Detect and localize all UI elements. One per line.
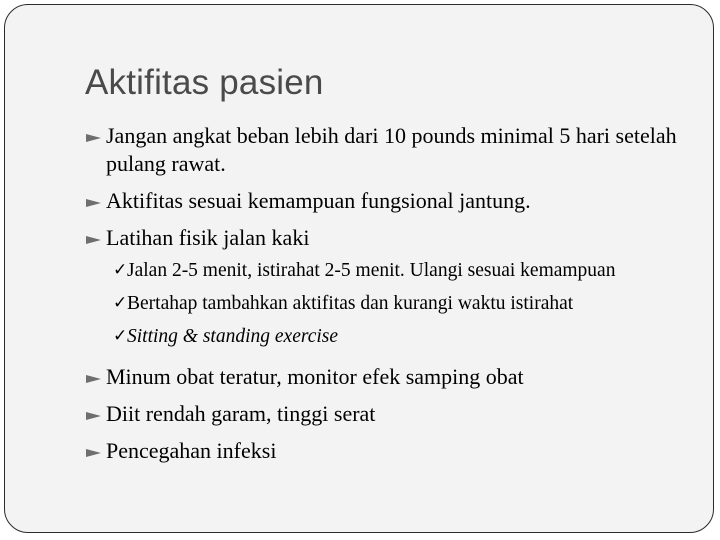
bullet-item bbox=[85, 187, 690, 215]
sub-bullet-text: Sitting & standing exercise bbox=[127, 326, 339, 347]
slide-frame bbox=[4, 4, 714, 533]
arrow-bullet-icon bbox=[85, 133, 102, 143]
arrow-bullet-icon bbox=[85, 448, 102, 458]
bullet-text: Diit rendah garam, tinggi serat bbox=[106, 401, 376, 426]
bullet-text: Minum obat teratur, monitor efek samping obat bbox=[106, 364, 524, 389]
checkmark-icon: ✓ bbox=[113, 260, 128, 280]
sub-bullet-item bbox=[85, 291, 690, 316]
bullet-item bbox=[85, 437, 690, 465]
bullet-list bbox=[85, 122, 690, 474]
checkmark-icon: ✓ bbox=[113, 293, 128, 313]
sub-bullet-item bbox=[85, 324, 690, 349]
arrow-bullet-icon bbox=[85, 411, 102, 421]
bullet-item bbox=[85, 363, 690, 391]
bullet-item bbox=[85, 400, 690, 428]
sub-bullet-text: Jalan 2-5 menit, istirahat 2-5 menit. Ulangi sesuai kemampuan bbox=[127, 260, 616, 281]
bullet-text: Aktifitas sesuai kemampuan fungsional jantung. bbox=[106, 188, 531, 213]
bullet-item bbox=[85, 224, 690, 252]
sub-bullet-text: Bertahap tambahkan aktifitas dan kurangi waktu istirahat bbox=[127, 293, 574, 314]
checkmark-icon: ✓ bbox=[113, 326, 128, 346]
bullet-text: Latihan fisik jalan kaki bbox=[106, 225, 310, 250]
bullet-text: Jangan angkat beban lebih dari 10 pounds minimal 5 hari setelah pulang rawat. bbox=[106, 123, 677, 176]
arrow-bullet-icon bbox=[85, 235, 102, 245]
bullet-item bbox=[85, 122, 690, 178]
arrow-bullet-icon bbox=[85, 374, 102, 384]
bullet-text: Pencegahan infeksi bbox=[106, 438, 277, 463]
sub-bullet-item bbox=[85, 258, 690, 283]
arrow-bullet-icon bbox=[85, 198, 102, 208]
slide-title: Aktifitas pasien bbox=[85, 63, 324, 102]
